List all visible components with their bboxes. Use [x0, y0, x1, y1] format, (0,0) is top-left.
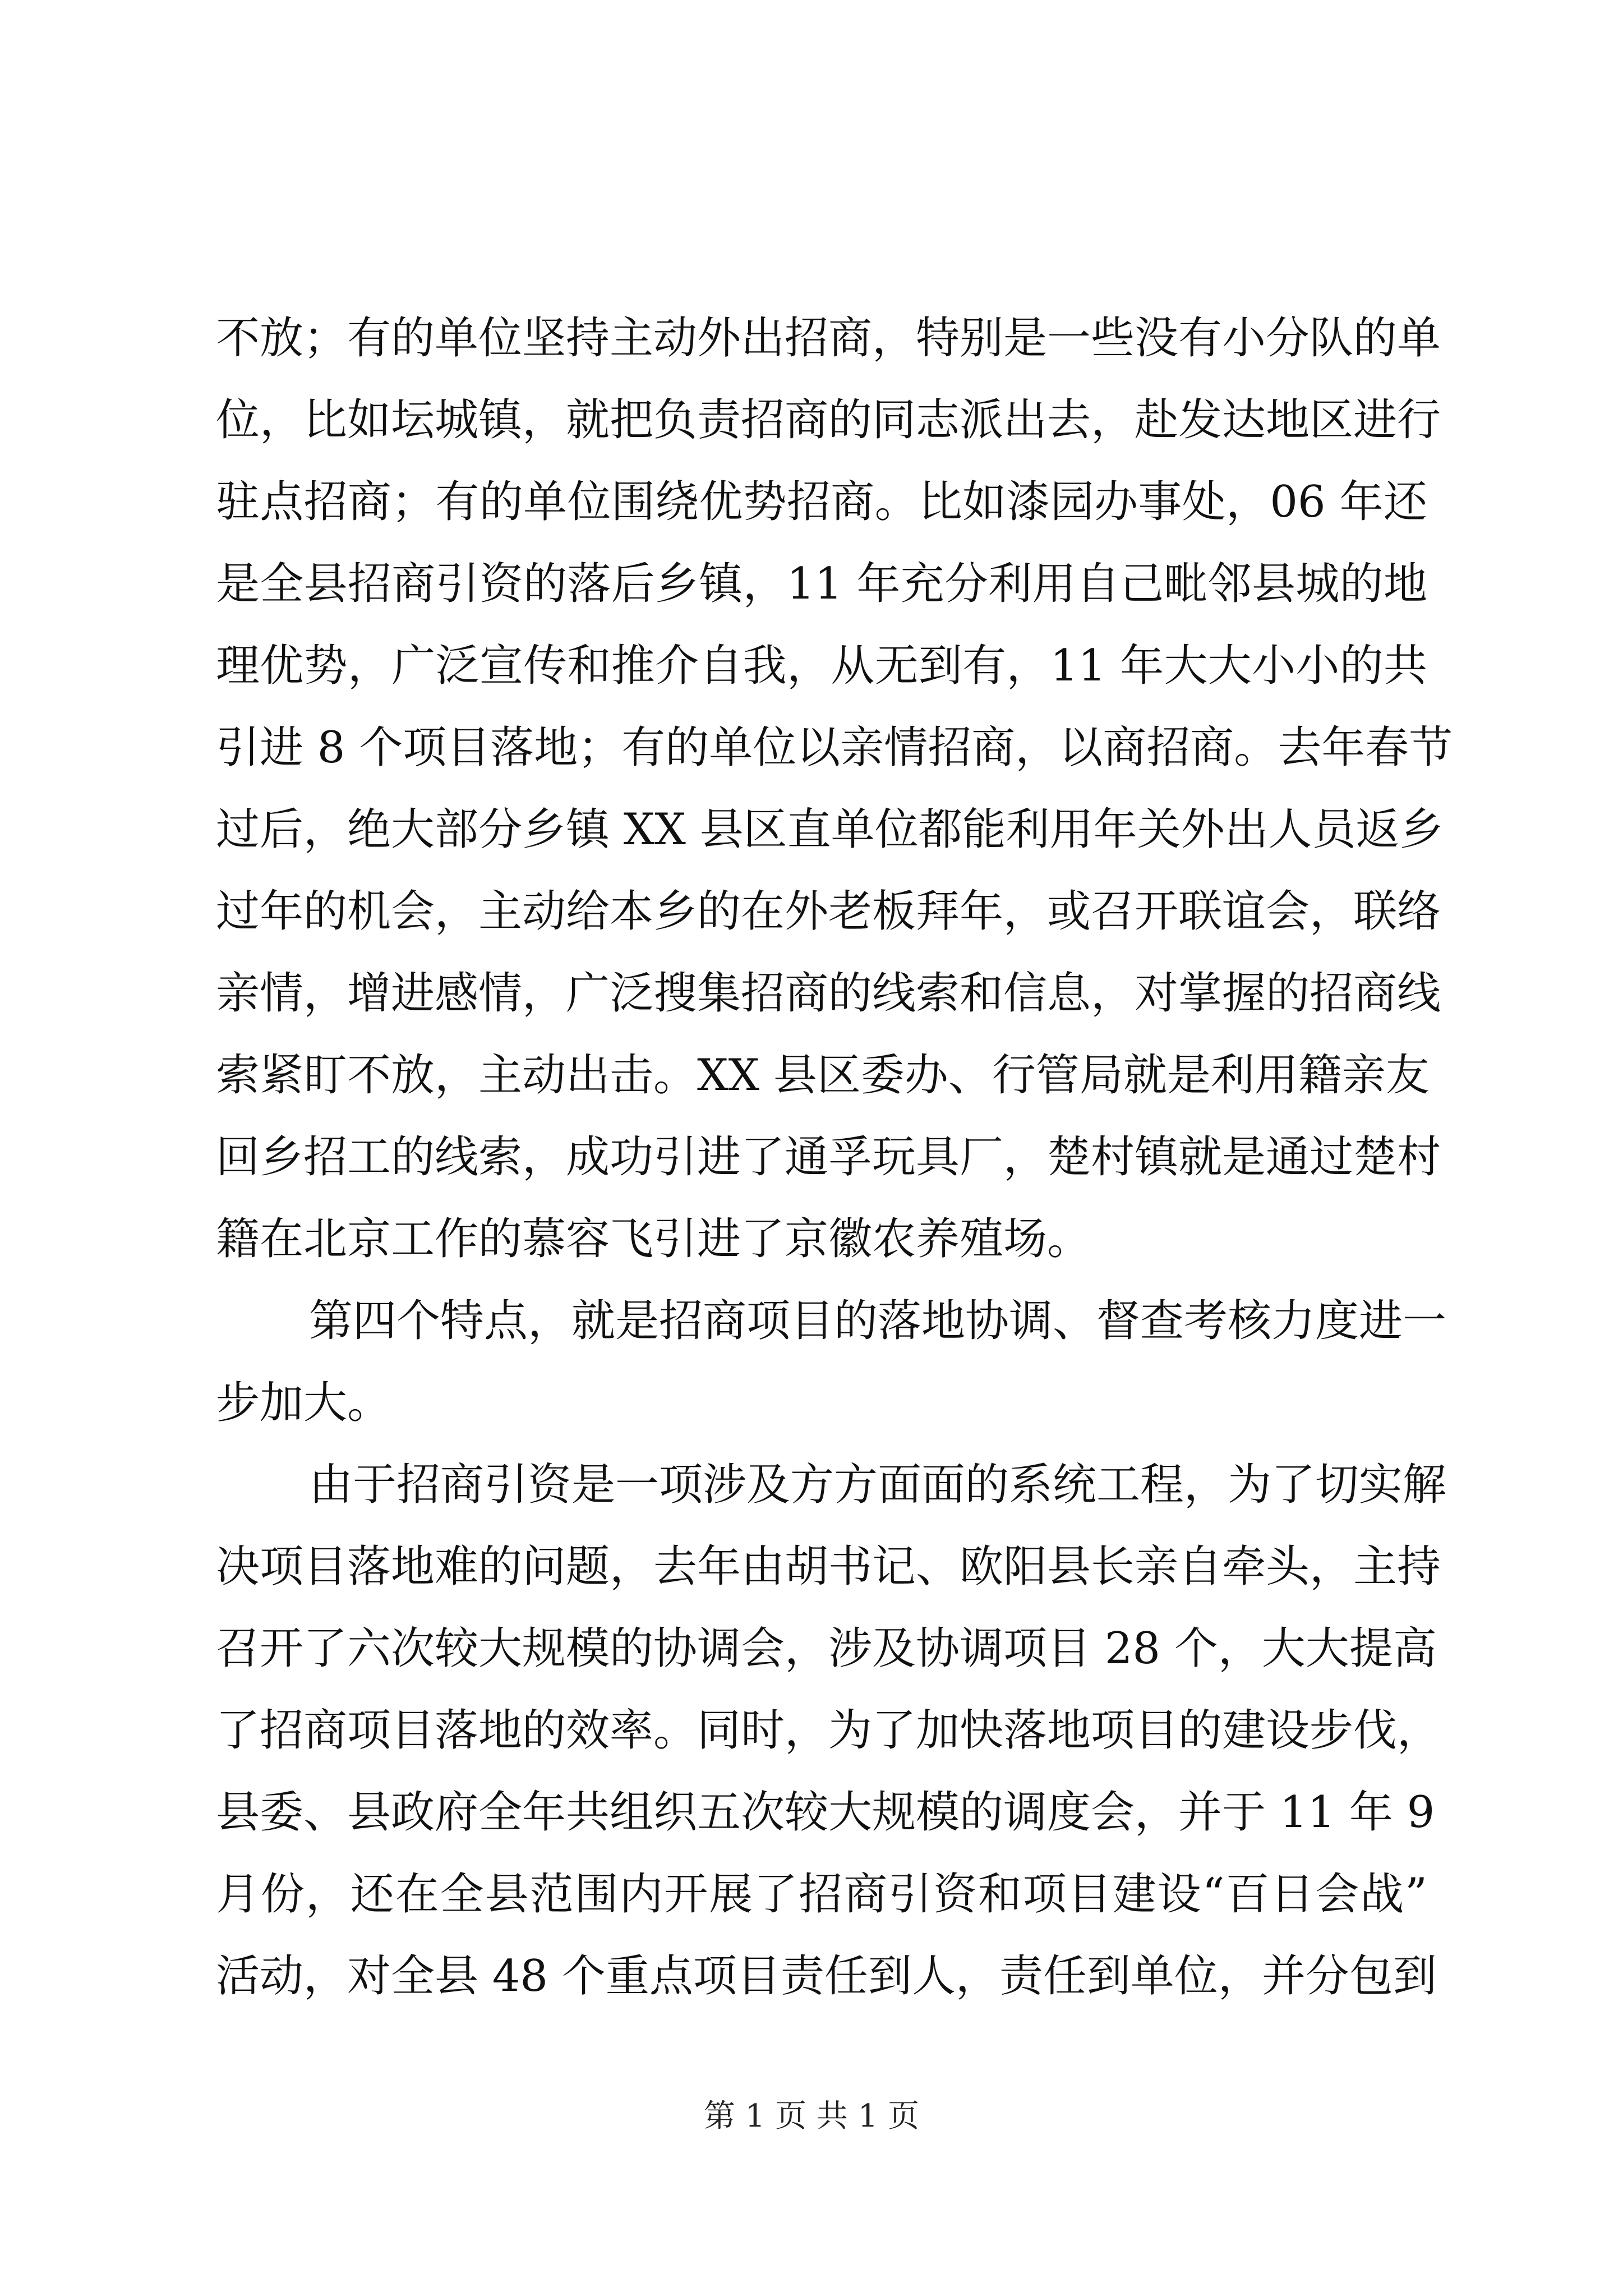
text-line: 步加大。: [216, 1378, 391, 1428]
text-line: 第四个特点，就是招商项目的落地协调、督查考核力度进一: [309, 1296, 1447, 1346]
text-line: 理优势，广泛宣传和推介自我，从无到有，11 年大大小小的共: [216, 641, 1427, 691]
document-body: [216, 297, 1453, 2017]
text-line: 过年的机会，主动给本乡的在外老板拜年，或召开联谊会，联络: [216, 886, 1441, 937]
text-line: 县委、县政府全年共组织五次较大规模的调度会，并于 11 年 9: [216, 1787, 1435, 1838]
text-line: 月份，还在全县范围内开展了招商引资和项目建设“百日会战”: [216, 1869, 1427, 1920]
text-line: 是全县招商引资的落后乡镇，11 年充分利用自己毗邻县城的地: [216, 559, 1427, 609]
text-line: 亲情，增进感情，广泛搜集招商的线索和信息，对掌握的招商线: [216, 968, 1441, 1019]
text-line: 召开了六次较大规模的协调会，涉及协调项目 28 个，大大提高: [216, 1623, 1437, 1674]
page-footer: 第 1 页 共 1 页: [703, 2098, 920, 2134]
text-line: 驻点招商；有的单位围绕优势招商。比如漆园办事处，06 年还: [216, 477, 1427, 527]
paragraph-2: [216, 1280, 1447, 1444]
text-line: 不放；有的单位坚持主动外出招商，特别是一些没有小分队的单: [216, 313, 1441, 364]
text-line: 位，比如坛城镇，就把负责招商的同志派出去，赴发达地区进行: [216, 395, 1441, 445]
text-line: 活动，对全县 48 个重点项目责任到人，责任到单位，并分包到: [216, 1951, 1437, 2001]
text-line: 引进 8 个项目落地；有的单位以亲情招商，以商招商。去年春节: [216, 723, 1453, 773]
text-line: 决项目落地难的问题，去年由胡书记、欧阳县长亲自牵头，主持: [216, 1542, 1441, 1592]
paragraph-1: [216, 297, 1453, 1280]
text-line: 索紧盯不放，主动出击。XX 县区委办、行管局就是利用籍亲友: [216, 1050, 1430, 1101]
paragraph-3: [216, 1444, 1447, 2017]
text-line: 回乡招工的线索，成功引进了通孚玩具厂，楚村镇就是通过楚村: [216, 1132, 1441, 1182]
text-line: 过后，绝大部分乡镇 XX 县区直单位都能利用年关外出人员返乡: [216, 804, 1444, 855]
text-line: 籍在北京工作的慕容飞引进了京徽农养殖场。: [216, 1214, 1091, 1264]
text-line: 由于招商引资是一项涉及方方面面的系统工程，为了切实解: [309, 1460, 1447, 1510]
text-line: 了招商项目落地的效率。同时，为了加快落地项目的建设步伐，: [216, 1705, 1441, 1756]
